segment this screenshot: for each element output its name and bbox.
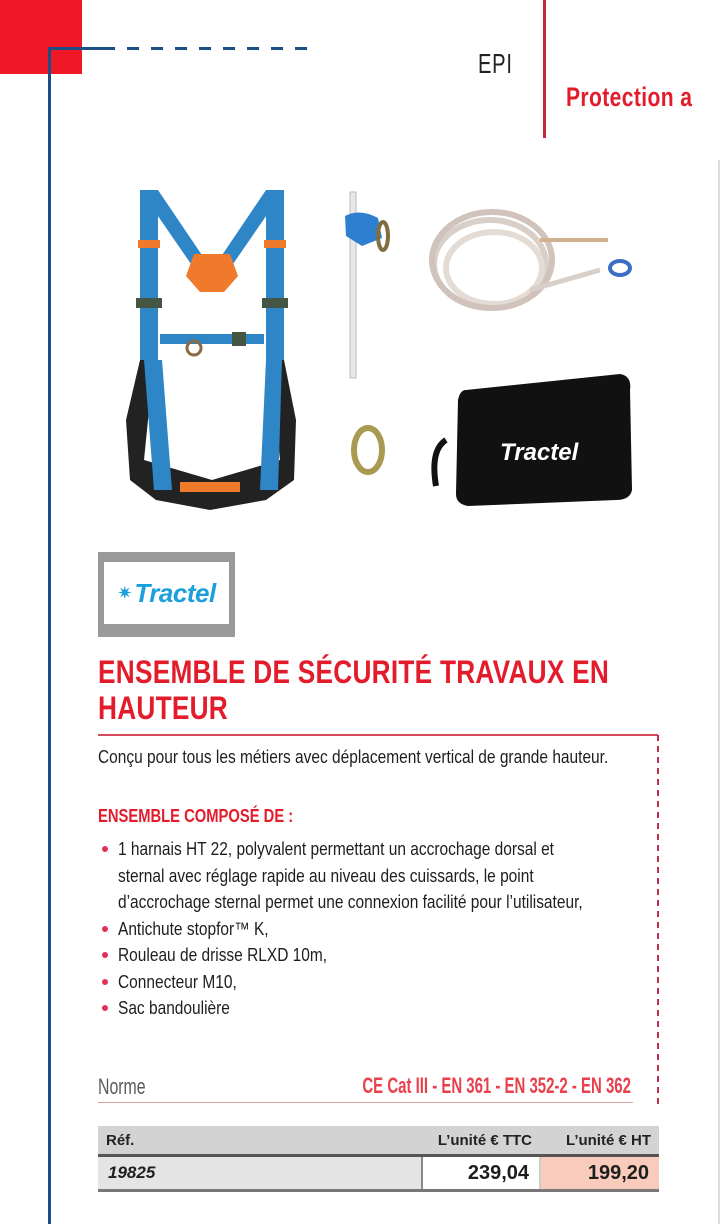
frame-dashed-line [103, 47, 315, 50]
corner-red-square [0, 0, 82, 74]
list-item: Sac bandoulière [98, 995, 678, 1022]
product-description [98, 744, 658, 770]
list-item: Connecteur M10, [98, 969, 678, 996]
column-divider [718, 160, 720, 1224]
brand-logo-text: Tractel [134, 577, 216, 608]
product-illustration [100, 160, 660, 530]
description-text: Conçu pour tous les métiers avec déplacement vertical de grande hauteur. [98, 747, 609, 767]
tractel-runner-icon: ✷ [117, 582, 133, 603]
cell-ref: 19825 [98, 1156, 422, 1191]
header-ttc: L’unité € TTC [422, 1126, 540, 1156]
header-separator [543, 0, 546, 138]
composition-title: ENSEMBLE COMPOSÉ DE : [98, 806, 294, 826]
price-table [98, 1126, 659, 1192]
table-header-row [98, 1126, 659, 1156]
shoulder-bag-icon [434, 374, 632, 506]
product-photo [100, 160, 660, 530]
frame-vertical-line [48, 47, 51, 1224]
table-row [98, 1156, 659, 1191]
list-item: Antichute stopfor™ K, [98, 916, 678, 943]
bag-print: Tractel [500, 439, 579, 466]
header-ht: L’unité € HT [540, 1126, 659, 1156]
title-underline [98, 734, 658, 736]
list-item: 1 harnais HT 22, polyvalent permettant un accrochage dorsal et sternal avec réglage rapide au niveau des cuissards, le point d’accrochage sternal permet une connexion facilité pour l’utilisateur, [98, 836, 678, 916]
category-label: EPI [478, 48, 513, 79]
product-title: ENSEMBLE DE SÉCURITÉ TRAVAUX EN HAUTEUR [98, 654, 610, 726]
rope-coil-icon [432, 212, 630, 308]
list-item: Rouleau de drisse RLXD 10m, [98, 942, 678, 969]
cell-price-ht: 199,20 [540, 1156, 659, 1191]
connector-icon [354, 428, 382, 472]
components-list [98, 836, 678, 1022]
brand-logo [98, 552, 235, 637]
header-ref: Réf. [98, 1126, 422, 1156]
norme-value: CE Cat III - EN 361 - EN 352-2 - EN 362 [362, 1073, 631, 1098]
cell-price-ttc: 239,04 [422, 1156, 540, 1191]
norme-underline [98, 1102, 633, 1103]
fall-arrester-icon [345, 192, 388, 378]
section-title: Protection a [566, 82, 693, 112]
harness-icon [126, 190, 296, 510]
frame-horizontal-line [48, 47, 103, 50]
norme-label: Norme [98, 1074, 146, 1099]
